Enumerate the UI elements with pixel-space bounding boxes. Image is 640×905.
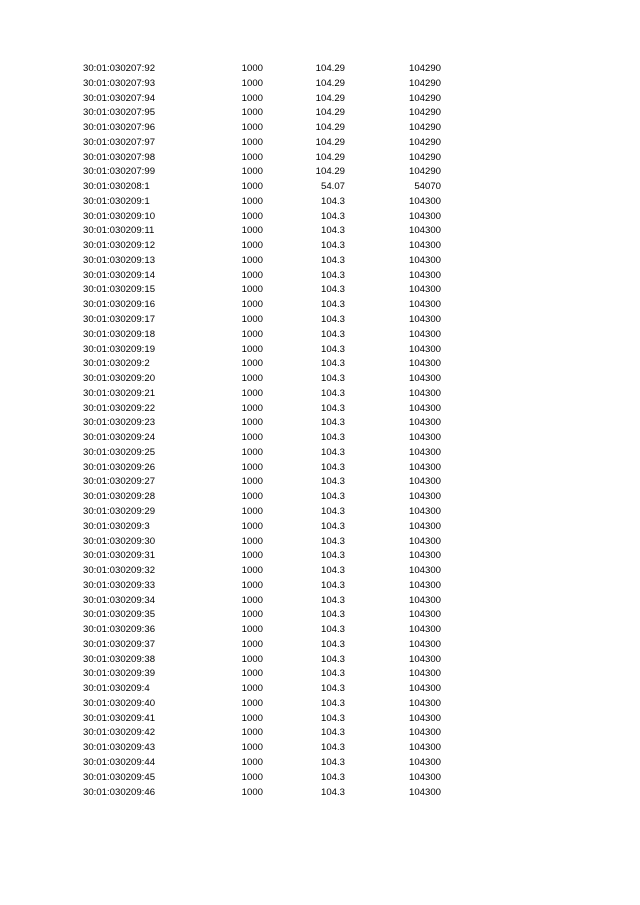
price-cell: 104.3 — [320, 417, 345, 429]
amount-cell: 104300 — [408, 727, 441, 739]
amount-cell: 104300 — [408, 402, 441, 414]
amount-cell: 104300 — [408, 358, 441, 370]
price-cell: 104.3 — [320, 742, 345, 754]
quantity-cell: 1000 — [241, 254, 263, 266]
price-cell: 104.3 — [320, 210, 345, 222]
cadastral-number-cell: 30:01:030209:45 — [83, 771, 156, 783]
price-cell: 104.3 — [320, 195, 345, 207]
quantity-cell: 1000 — [241, 697, 263, 709]
table-row — [0, 505, 640, 520]
price-cell: 104.3 — [320, 594, 345, 606]
cadastral-number-cell: 30:01:030209:21 — [83, 387, 156, 399]
amount-cell: 104290 — [408, 122, 441, 134]
cadastral-number-cell: 30:01:030209:14 — [83, 269, 156, 281]
quantity-cell: 1000 — [241, 240, 263, 252]
table-row — [0, 195, 640, 210]
cadastral-number-cell: 30:01:030209:1 — [83, 195, 150, 207]
amount-cell: 104300 — [408, 520, 441, 532]
table-row — [0, 475, 640, 490]
quantity-cell: 1000 — [241, 151, 263, 163]
quantity-cell: 1000 — [241, 491, 263, 503]
table-row — [0, 594, 640, 609]
quantity-cell: 1000 — [241, 136, 263, 148]
amount-cell: 104300 — [408, 446, 441, 458]
amount-cell: 104300 — [408, 712, 441, 724]
amount-cell: 104300 — [408, 328, 441, 340]
table-row — [0, 726, 640, 741]
table-row — [0, 623, 640, 638]
quantity-cell: 1000 — [241, 565, 263, 577]
table-row — [0, 180, 640, 195]
cadastral-number-cell: 30:01:030209:38 — [83, 653, 156, 665]
amount-cell: 104290 — [408, 107, 441, 119]
price-cell: 104.3 — [320, 579, 345, 591]
amount-cell: 104300 — [408, 269, 441, 281]
cadastral-number-cell: 30:01:030207:92 — [83, 63, 156, 74]
amount-cell: 104300 — [408, 668, 441, 680]
quantity-cell: 1000 — [241, 299, 263, 311]
quantity-cell: 1000 — [241, 166, 263, 178]
table-row — [0, 239, 640, 254]
amount-cell: 104300 — [408, 314, 441, 326]
price-cell: 104.3 — [320, 653, 345, 665]
cadastral-number-cell: 30:01:030207:95 — [83, 107, 156, 119]
price-cell: 104.3 — [320, 697, 345, 709]
amount-cell: 104300 — [408, 373, 441, 385]
quantity-cell: 1000 — [241, 210, 263, 222]
cadastral-number-cell: 30:01:030209:25 — [83, 446, 156, 458]
table-row — [0, 667, 640, 682]
cadastral-number-cell: 30:01:030208:1 — [83, 181, 150, 193]
price-cell: 104.3 — [320, 314, 345, 326]
price-cell: 104.3 — [320, 756, 345, 768]
amount-cell: 104290 — [408, 136, 441, 148]
price-cell: 104.29 — [315, 77, 345, 89]
quantity-cell: 1000 — [241, 122, 263, 134]
quantity-cell: 1000 — [241, 195, 263, 207]
quantity-cell: 1000 — [241, 92, 263, 104]
price-cell: 104.3 — [320, 225, 345, 237]
table-row — [0, 461, 640, 476]
price-cell: 104.3 — [320, 609, 345, 621]
price-cell: 104.3 — [320, 520, 345, 532]
table-row — [0, 712, 640, 727]
cadastral-number-cell: 30:01:030209:26 — [83, 461, 156, 473]
price-cell: 104.3 — [320, 358, 345, 370]
quantity-cell: 1000 — [241, 579, 263, 591]
price-cell: 104.3 — [320, 299, 345, 311]
table-row — [0, 416, 640, 431]
table-row — [0, 653, 640, 668]
price-cell: 104.3 — [320, 491, 345, 503]
quantity-cell: 1000 — [241, 63, 263, 74]
table-row — [0, 638, 640, 653]
cadastral-number-cell: 30:01:030209:36 — [83, 624, 156, 636]
price-cell: 104.3 — [320, 476, 345, 488]
quantity-cell: 1000 — [241, 668, 263, 680]
amount-cell: 104300 — [408, 624, 441, 636]
cadastral-number-cell: 30:01:030209:28 — [83, 491, 156, 503]
price-cell: 54.07 — [320, 181, 345, 193]
amount-cell: 104300 — [408, 254, 441, 266]
amount-cell: 54070 — [414, 181, 441, 193]
amount-cell: 104290 — [408, 151, 441, 163]
table-row — [0, 121, 640, 136]
cadastral-number-cell: 30:01:030209:40 — [83, 697, 156, 709]
price-cell: 104.29 — [315, 151, 345, 163]
table-row — [0, 579, 640, 594]
amount-cell: 104300 — [408, 535, 441, 547]
quantity-cell: 1000 — [241, 225, 263, 237]
price-cell: 104.3 — [320, 668, 345, 680]
cadastral-number-cell: 30:01:030209:35 — [83, 609, 156, 621]
table-row — [0, 269, 640, 284]
table-row — [0, 387, 640, 402]
cadastral-number-cell: 30:01:030207:99 — [83, 166, 156, 178]
table-row — [0, 431, 640, 446]
price-cell: 104.3 — [320, 683, 345, 695]
table-row — [0, 165, 640, 180]
cadastral-number-cell: 30:01:030209:15 — [83, 284, 156, 296]
quantity-cell: 1000 — [241, 358, 263, 370]
price-cell: 104.3 — [320, 284, 345, 296]
quantity-cell: 1000 — [241, 181, 263, 193]
quantity-cell: 1000 — [241, 269, 263, 281]
table-row — [0, 535, 640, 550]
price-cell: 104.3 — [320, 565, 345, 577]
table-row — [0, 254, 640, 269]
cadastral-number-cell: 30:01:030209:46 — [83, 786, 156, 798]
quantity-cell: 1000 — [241, 683, 263, 695]
cadastral-number-cell: 30:01:030209:4 — [83, 683, 150, 695]
price-cell: 104.3 — [320, 446, 345, 458]
table-row — [0, 741, 640, 756]
quantity-cell: 1000 — [241, 387, 263, 399]
quantity-cell: 1000 — [241, 653, 263, 665]
table-row — [0, 608, 640, 623]
price-cell: 104.3 — [320, 727, 345, 739]
price-cell: 104.3 — [320, 550, 345, 562]
amount-cell: 104300 — [408, 417, 441, 429]
cadastral-number-cell: 30:01:030209:13 — [83, 254, 156, 266]
amount-cell: 104300 — [408, 683, 441, 695]
cadastral-number-cell: 30:01:030209:11 — [83, 225, 155, 237]
cadastral-number-cell: 30:01:030209:17 — [83, 314, 156, 326]
amount-cell: 104300 — [408, 638, 441, 650]
quantity-cell: 1000 — [241, 771, 263, 783]
table-row — [0, 697, 640, 712]
cadastral-number-cell: 30:01:030209:42 — [83, 727, 156, 739]
amount-cell: 104300 — [408, 210, 441, 222]
amount-cell: 104300 — [408, 756, 441, 768]
amount-cell: 104300 — [408, 299, 441, 311]
table-row — [0, 77, 640, 92]
quantity-cell: 1000 — [241, 314, 263, 326]
quantity-cell: 1000 — [241, 284, 263, 296]
amount-cell: 104300 — [408, 476, 441, 488]
price-cell: 104.3 — [320, 624, 345, 636]
amount-cell: 104300 — [408, 565, 441, 577]
table-row — [0, 343, 640, 358]
quantity-cell: 1000 — [241, 594, 263, 606]
amount-cell: 104290 — [408, 92, 441, 104]
amount-cell: 104300 — [408, 653, 441, 665]
quantity-cell: 1000 — [241, 742, 263, 754]
cadastral-number-cell: 30:01:030209:41 — [83, 712, 156, 724]
cadastral-number-cell: 30:01:030207:96 — [83, 122, 156, 134]
quantity-cell: 1000 — [241, 786, 263, 798]
cadastral-number-cell: 30:01:030209:30 — [83, 535, 156, 547]
table-row — [0, 151, 640, 166]
table-row — [0, 136, 640, 151]
quantity-cell: 1000 — [241, 417, 263, 429]
price-cell: 104.3 — [320, 505, 345, 517]
cadastral-number-cell: 30:01:030209:3 — [83, 520, 150, 532]
table-row — [0, 283, 640, 298]
cadastral-number-cell: 30:01:030209:10 — [83, 210, 156, 222]
quantity-cell: 1000 — [241, 624, 263, 636]
quantity-cell: 1000 — [241, 727, 263, 739]
table-row — [0, 490, 640, 505]
table-row — [0, 328, 640, 343]
amount-cell: 104300 — [408, 225, 441, 237]
table-row — [0, 210, 640, 225]
table-row — [0, 313, 640, 328]
cadastral-number-cell: 30:01:030209:39 — [83, 668, 156, 680]
quantity-cell: 1000 — [241, 476, 263, 488]
cadastral-number-cell: 30:01:030209:33 — [83, 579, 156, 591]
cadastral-number-cell: 30:01:030209:16 — [83, 299, 156, 311]
quantity-cell: 1000 — [241, 77, 263, 89]
amount-cell: 104290 — [408, 77, 441, 89]
cadastral-number-cell: 30:01:030209:37 — [83, 638, 156, 650]
quantity-cell: 1000 — [241, 712, 263, 724]
quantity-cell: 1000 — [241, 446, 263, 458]
price-cell: 104.3 — [320, 638, 345, 650]
cadastral-number-cell: 30:01:030209:24 — [83, 432, 156, 444]
amount-cell: 104300 — [408, 343, 441, 355]
cadastral-number-cell: 30:01:030209:12 — [83, 240, 156, 252]
quantity-cell: 1000 — [241, 505, 263, 517]
cadastral-number-cell: 30:01:030209:20 — [83, 373, 156, 385]
table-row — [0, 446, 640, 461]
quantity-cell: 1000 — [241, 343, 263, 355]
table-row — [0, 62, 640, 77]
price-cell: 104.3 — [320, 240, 345, 252]
table-row — [0, 520, 640, 535]
price-cell: 104.3 — [320, 786, 345, 798]
cadastral-number-cell: 30:01:030209:34 — [83, 594, 156, 606]
price-cell: 104.3 — [320, 432, 345, 444]
quantity-cell: 1000 — [241, 107, 263, 119]
cadastral-number-cell: 30:01:030207:93 — [83, 77, 156, 89]
amount-cell: 104300 — [408, 195, 441, 207]
amount-cell: 104290 — [408, 166, 441, 178]
quantity-cell: 1000 — [241, 535, 263, 547]
table-row — [0, 402, 640, 417]
amount-cell: 104300 — [408, 505, 441, 517]
price-cell: 104.3 — [320, 387, 345, 399]
quantity-cell: 1000 — [241, 638, 263, 650]
price-cell: 104.29 — [315, 92, 345, 104]
table-row — [0, 756, 640, 771]
price-cell: 104.29 — [315, 166, 345, 178]
table-row — [0, 224, 640, 239]
quantity-cell: 1000 — [241, 432, 263, 444]
price-cell: 104.3 — [320, 771, 345, 783]
amount-cell: 104300 — [408, 491, 441, 503]
amount-cell: 104300 — [408, 461, 441, 473]
amount-cell: 104290 — [408, 63, 441, 74]
quantity-cell: 1000 — [241, 373, 263, 385]
price-cell: 104.3 — [320, 254, 345, 266]
cadastral-number-cell: 30:01:030209:29 — [83, 505, 156, 517]
cadastral-number-cell: 30:01:030209:23 — [83, 417, 156, 429]
price-cell: 104.3 — [320, 402, 345, 414]
amount-cell: 104300 — [408, 432, 441, 444]
cadastral-number-cell: 30:01:030209:27 — [83, 476, 156, 488]
table-row — [0, 298, 640, 313]
cadastral-number-cell: 30:01:030209:43 — [83, 742, 156, 754]
quantity-cell: 1000 — [241, 402, 263, 414]
price-cell: 104.3 — [320, 712, 345, 724]
price-cell: 104.3 — [320, 461, 345, 473]
amount-cell: 104300 — [408, 387, 441, 399]
amount-cell: 104300 — [408, 609, 441, 621]
price-cell: 104.3 — [320, 373, 345, 385]
amount-cell: 104300 — [408, 579, 441, 591]
cadastral-number-cell: 30:01:030209:44 — [83, 756, 156, 768]
quantity-cell: 1000 — [241, 520, 263, 532]
table-row — [0, 786, 640, 801]
table-row — [0, 771, 640, 786]
table-row — [0, 682, 640, 697]
amount-cell: 104300 — [408, 594, 441, 606]
amount-cell: 104300 — [408, 742, 441, 754]
table-row — [0, 357, 640, 372]
cadastral-number-cell: 30:01:030209:19 — [83, 343, 156, 355]
quantity-cell: 1000 — [241, 328, 263, 340]
amount-cell: 104300 — [408, 240, 441, 252]
amount-cell: 104300 — [408, 697, 441, 709]
table-row — [0, 372, 640, 387]
data-table — [0, 62, 640, 800]
table-row — [0, 106, 640, 121]
cadastral-number-cell: 30:01:030207:94 — [83, 92, 156, 104]
amount-cell: 104300 — [408, 284, 441, 296]
amount-cell: 104300 — [408, 786, 441, 798]
price-cell: 104.29 — [315, 122, 345, 134]
price-cell: 104.3 — [320, 343, 345, 355]
cadastral-number-cell: 30:01:030207:97 — [83, 136, 156, 148]
price-cell: 104.3 — [320, 328, 345, 340]
quantity-cell: 1000 — [241, 609, 263, 621]
price-cell: 104.3 — [320, 535, 345, 547]
table-row — [0, 564, 640, 579]
cadastral-number-cell: 30:01:030207:98 — [83, 151, 156, 163]
table-row — [0, 92, 640, 107]
price-cell: 104.29 — [315, 107, 345, 119]
cadastral-number-cell: 30:01:030209:32 — [83, 565, 156, 577]
quantity-cell: 1000 — [241, 461, 263, 473]
amount-cell: 104300 — [408, 771, 441, 783]
cadastral-number-cell: 30:01:030209:31 — [83, 550, 156, 562]
quantity-cell: 1000 — [241, 550, 263, 562]
amount-cell: 104300 — [408, 550, 441, 562]
cadastral-number-cell: 30:01:030209:2 — [83, 358, 150, 370]
quantity-cell: 1000 — [241, 756, 263, 768]
table-row — [0, 549, 640, 564]
price-cell: 104.3 — [320, 269, 345, 281]
cadastral-number-cell: 30:01:030209:22 — [83, 402, 156, 414]
price-cell: 104.29 — [315, 63, 345, 74]
cadastral-number-cell: 30:01:030209:18 — [83, 328, 156, 340]
price-cell: 104.29 — [315, 136, 345, 148]
